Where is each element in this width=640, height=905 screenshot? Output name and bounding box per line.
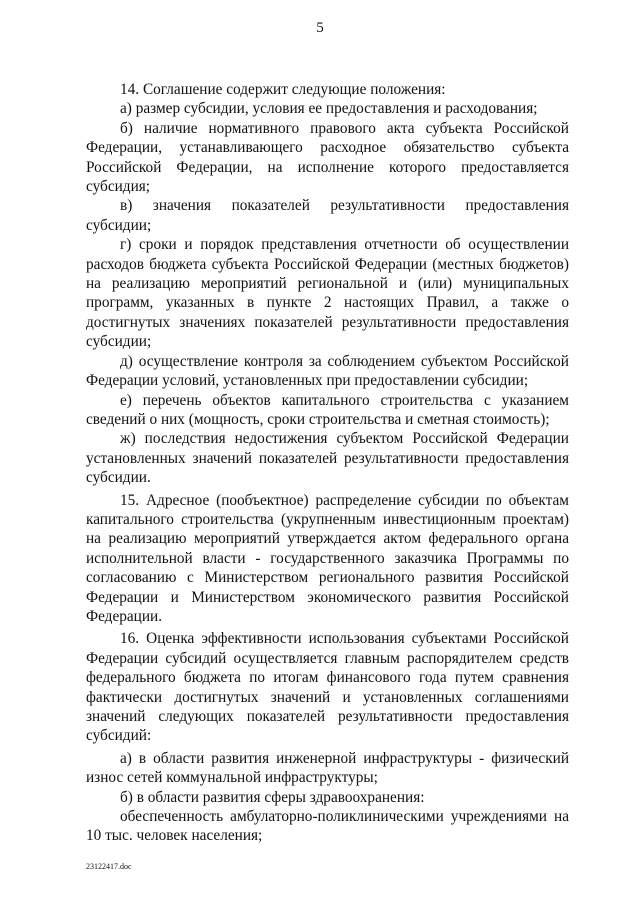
paragraph-14-a: а) размер субсидии, условия ее предоставления и расходования; bbox=[120, 100, 538, 118]
paragraph-16-a: а) в области развития инженерной инфраструктуры - физический износ сетей коммунальной инфраструктуры; bbox=[86, 749, 569, 787]
paragraph-14-g: г) сроки и порядок представления отчетности об осуществлении расходов бюджета субъекта Российской Федерации (местных бюджетов) на реализацию мероприятий региональной и (или) муниципальных программ, указанных в пункте 2 настоящих Правил, а также о достигнутых значениях показателей результативности предоставления субсидии; bbox=[86, 236, 569, 351]
paragraph-14: 14. Соглашение содержит следующие положения: bbox=[120, 81, 446, 98]
paragraph-16-b-item: обеспеченность амбулаторно-поликлиническими учреждениями на 10 тыс. человек населения; bbox=[86, 808, 569, 845]
page-number: 5 bbox=[316, 20, 324, 36]
paragraph-15: 15. Адресное (пообъектное) распределение субсидии по объектам капитального строительства (укрупненным инвестиционным проектам) на реализацию мероприятий утверждается актом федерального органа исполнительной власти - государственного заказчика Программы по согласованию с Министерством регионального развития Российской Федерации и Министерством экономического развития Российской Федерации. bbox=[86, 491, 569, 625]
document-body bbox=[86, 80, 569, 846]
paragraph-14-v: в) значения показателей результативности предоставления субсидии; bbox=[86, 197, 569, 234]
paragraph-14-e: е) перечень объектов капитального строительства с указанием сведений о них (мощность, сроки строительства и сметная стоимость); bbox=[86, 391, 569, 428]
paragraph-16: 16. Оценка эффективности использования субъектами Российской Федерации субсидий осуществляется главным распорядителем средств федерального бюджета по итогам финансового года путем сравнения фактически достигнутых значений и установленных соглашениями значений следующих показателей результативности предоставления субсидий: bbox=[86, 630, 569, 745]
paragraph-14-zh: ж) последствия недостижения субъектом Российской Федерации установленных значений показателей результативности предоставления субсидии. bbox=[86, 430, 569, 487]
paragraph-14-b: б) наличие нормативного правового акта субъекта Российской Федерации, устанавливающего расходное обязательство субъекта Российской Федерации, на исполнение которого предоставляется субсидия; bbox=[86, 119, 569, 196]
paragraph-16-b: б) в области развития сферы здравоохранения: bbox=[120, 788, 425, 806]
paragraph-14-d: д) осуществление контроля за соблюдением субъектом Российской Федерации условий, установленных при предоставлении субсидии; bbox=[86, 352, 569, 390]
document-filename: 23122417.doc bbox=[86, 862, 132, 871]
